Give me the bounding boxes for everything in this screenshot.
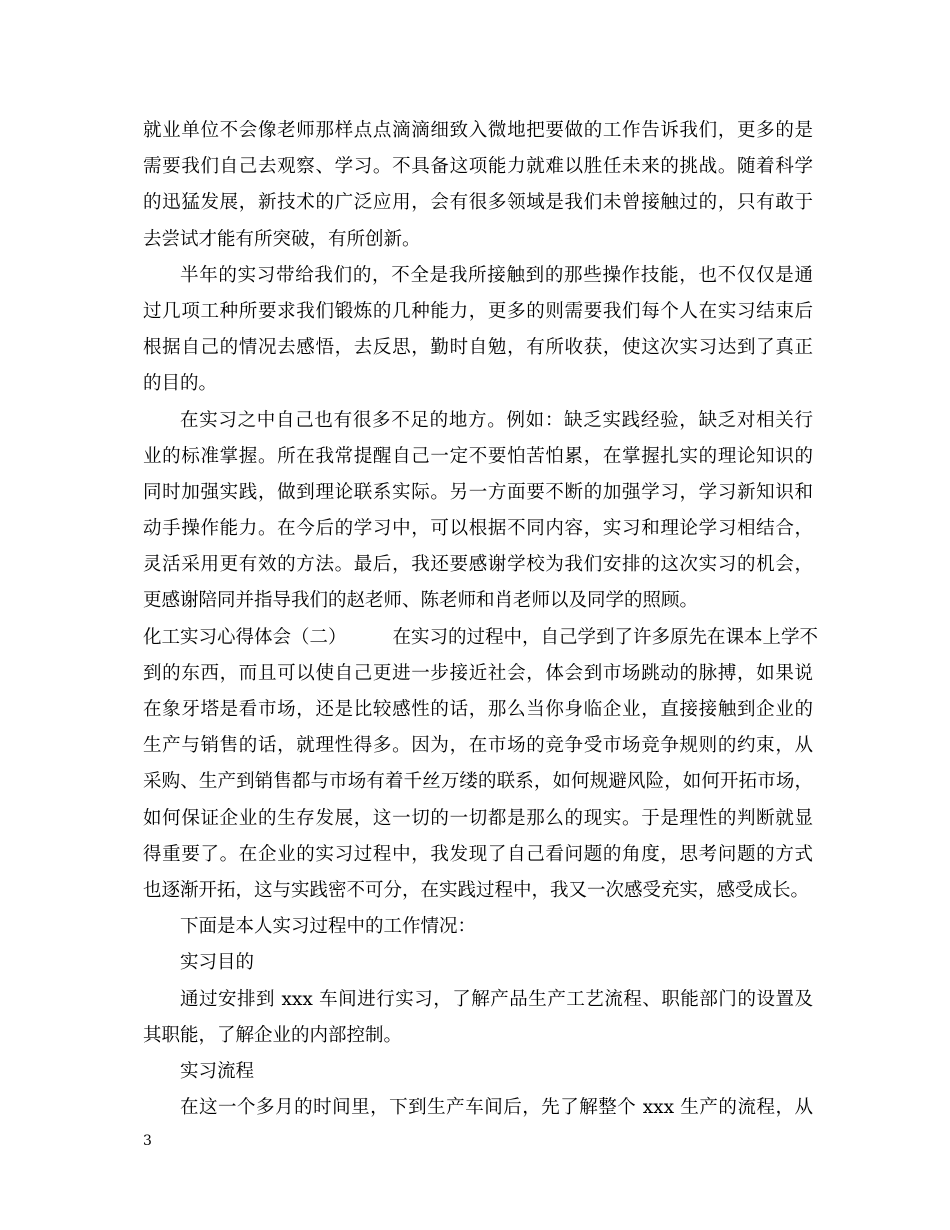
text-line: 采购、生产到销售都与市场有着千丝万缕的联系，如何规避风险，如何开拓市场， bbox=[143, 771, 813, 793]
subheading-process: 实习流程 bbox=[180, 1060, 255, 1082]
text-line: 生产与销售的话，就理性得多。因为，在市场的竞争受市场竞争规则的约束，从 bbox=[143, 735, 813, 757]
page-number: 3 bbox=[143, 1133, 152, 1149]
text-line: 业的标准掌握。所在我常提醒自己一定不要怕苦怕累，在掌握扎实的理论知识的 bbox=[143, 445, 813, 467]
text-line: 在这一个多月的时间里，下到生产车间后，先了解整个 xxx 生产的流程，从 bbox=[180, 1097, 813, 1119]
text-line: 动手操作能力。在今后的学习中，可以根据不同内容，实习和理论学习相结合， bbox=[143, 518, 813, 540]
heading-tail-text: 在实习的过程中，自己学到了许多原先在课本上学不 bbox=[392, 626, 819, 648]
document-body bbox=[143, 113, 819, 1126]
text-line: 的目的。 bbox=[143, 373, 218, 395]
subheading-purpose: 实习目的 bbox=[180, 952, 255, 974]
text-line: 灵活采用更有效的方法。最后，我还要感谢学校为我们安排的这次实习的机会， bbox=[143, 554, 813, 576]
text-line: 通过安排到 xxx 车间进行实习，了解产品生产工艺流程、职能部门的设置及 bbox=[180, 988, 813, 1010]
text-line: 其职能，了解企业的内部控制。 bbox=[143, 1024, 403, 1046]
text-line: 也逐渐开拓，这与实践密不可分，在实践过程中，我又一次感受充实，感受成长。 bbox=[143, 879, 810, 901]
text-line: 在象牙塔是看市场，还是比较感性的话，那么当你身临企业，直接接触到企业的 bbox=[143, 699, 813, 720]
text-line: 如何保证企业的生存发展，这一切的一切都是那么的现实。于是理性的判断就显 bbox=[143, 807, 813, 829]
text-line: 到的东西，而且可以使自己更进一步接近社会，体会到市场跳动的脉搏，如果说 bbox=[143, 662, 813, 684]
section-heading-line bbox=[143, 620, 819, 656]
section-heading: 化工实习心得体会（二） bbox=[143, 626, 347, 648]
text-line: 下面是本人实习过程中的工作情况： bbox=[180, 916, 477, 938]
text-line: 得重要了。在企业的实习过程中，我发现了自己看问题的角度，思考问题的方式 bbox=[143, 843, 813, 865]
text-line: 就业单位不会像老师那样点点滴滴细致入微地把要做的工作告诉我们，更多的是 bbox=[143, 120, 813, 141]
text-line: 的迅猛发展，新技术的广泛应用，会有很多领域是我们未曾接触过的，只有敢于 bbox=[143, 192, 813, 214]
text-line: 更感谢陪同并指导我们的赵老师、陈老师和肖老师以及同学的照顾。 bbox=[143, 590, 699, 612]
text-line: 过几项工种所要求我们锻炼的几种能力，更多的则需要我们每个人在实习结束后 bbox=[143, 300, 813, 322]
text-line: 去尝试才能有所突破，有所创新。 bbox=[143, 228, 421, 250]
text-line: 根据自己的情况去感悟，去反思，勤时自勉，有所收获，使这次实习达到了真正 bbox=[143, 337, 813, 359]
text-line: 在实习之中自己也有很多不足的地方。例如：缺乏实践经验，缺乏对相关行 bbox=[180, 409, 813, 431]
text-line: 需要我们自己去观察、学习。不具备这项能力就难以胜任未来的挑战。随着科学 bbox=[143, 156, 813, 178]
text-line: 半年的实习带给我们的，不全是我所接触到的那些操作技能，也不仅仅是通 bbox=[180, 264, 813, 286]
text-line: 同时加强实践，做到理论联系实际。另一方面要不断的加强学习，学习新知识和 bbox=[143, 481, 813, 503]
